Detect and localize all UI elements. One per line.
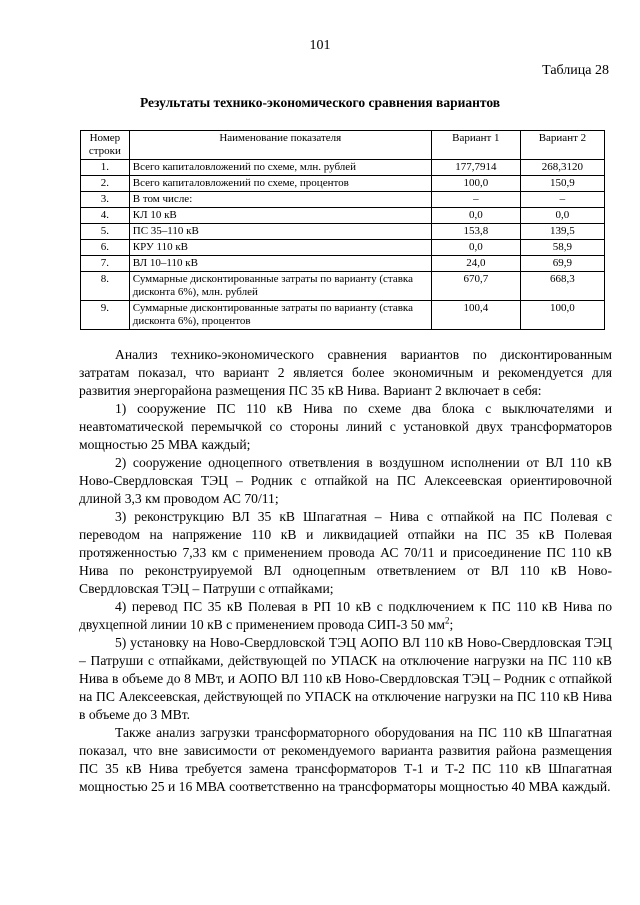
row-variant-2: 268,3120: [520, 160, 604, 176]
row-variant-1: 670,7: [431, 272, 520, 301]
row-number: 2.: [81, 176, 130, 192]
row-name: ПС 35–110 кВ: [129, 224, 431, 240]
row-variant-2: 139,5: [520, 224, 604, 240]
row-variant-2: 150,9: [520, 176, 604, 192]
page-number: 101: [309, 38, 331, 53]
paragraph-conclusion: Также анализ загрузки трансформаторного оборудования на ПС 110 кВ Шпагатная показал, что вне зависимости от рекомендуемого варианта развития района размещения ПС 35 кВ Нива требуется замена трансформаторов Т-1 и Т-2 ПС 110 кВ Шпагатная мощностью 25 и 16 МВА соответственно на трансформаторы мощностью 40 МВА каждый.: [79, 725, 612, 794]
row-number: 1.: [81, 160, 130, 176]
table-row: [81, 272, 605, 301]
results-table: [80, 130, 605, 330]
row-variant-2: 100,0: [520, 301, 604, 330]
row-name: В том числе:: [129, 192, 431, 208]
row-name: Всего капиталовложений по схеме, млн. рублей: [129, 160, 431, 176]
row-variant-1: 100,0: [431, 176, 520, 192]
table-row: [81, 176, 605, 192]
header-variant-2: Вариант 2: [520, 131, 604, 160]
row-variant-2: 668,3: [520, 272, 604, 301]
row-number: 4.: [81, 208, 130, 224]
table-row: [81, 301, 605, 330]
row-name: ВЛ 10–110 кВ: [129, 256, 431, 272]
row-variant-2: –: [520, 192, 604, 208]
header-row-number: Номер строки: [81, 131, 130, 160]
body-text: [79, 346, 612, 796]
row-name: КРУ 110 кВ: [129, 240, 431, 256]
row-variant-1: 177,7914: [431, 160, 520, 176]
table-label: Таблица 28: [542, 63, 609, 78]
table-row: [81, 192, 605, 208]
table-row: [81, 160, 605, 176]
row-name: КЛ 10 кВ: [129, 208, 431, 224]
table-row: [81, 256, 605, 272]
row-number: 6.: [81, 240, 130, 256]
row-name: Всего капиталовложений по схеме, процентов: [129, 176, 431, 192]
row-variant-1: 0,0: [431, 240, 520, 256]
superscript-squared: 2: [445, 615, 450, 626]
paragraph-item-5: 5) установку на Ново-Свердловской ТЭЦ АОПО ВЛ 110 кВ Ново-Свердловская ТЭЦ – Патруши с отпайками, действующей по УПАСК на отключение нагрузки на ПС 110 кВ Нива в объеме до 8 МВт, и АОПО ВЛ 110 кВ Ново-Свердловская ТЭЦ – Родник с отпайкой на ПС Алексеевская, действующей по УПАСК на отключение нагрузки на ПС 110 кВ Нива в объеме до 3 МВт.: [79, 635, 612, 722]
row-number: 8.: [81, 272, 130, 301]
table-header-row: [81, 131, 605, 160]
row-variant-2: 69,9: [520, 256, 604, 272]
table-row: [81, 240, 605, 256]
paragraph-item-4-tail: ;: [449, 617, 454, 632]
paragraph-item-4: [79, 598, 612, 634]
row-variant-1: 24,0: [431, 256, 520, 272]
row-variant-1: 0,0: [431, 208, 520, 224]
header-variant-1: Вариант 1: [431, 131, 520, 160]
header-indicator-name: Наименование показателя: [129, 131, 431, 160]
table-title: Результаты технико-экономического сравнения вариантов: [139, 95, 501, 110]
paragraph-item-1: 1) сооружение ПС 110 кВ Нива по схеме два блока с выключателями и неавтоматической перемычкой со стороны линий с установкой двух трансформаторов мощностью 25 МВА каждый;: [79, 401, 612, 452]
paragraph-item-4-text: 4) перевод ПС 35 кВ Полевая в РП 10 кВ с подключением к ПС 110 кВ Нива по двухцепной линии 10 кВ с применением провода СИП-3 50 мм: [79, 599, 612, 632]
paragraph-analysis: Анализ технико-экономического сравнения вариантов по дисконтированным затратам показал, что вариант 2 является более экономичным и рекомендуется для развития энергорайона размещения ПС 35 кВ Нива. Вариант 2 включает в себя:: [79, 347, 612, 398]
row-variant-2: 0,0: [520, 208, 604, 224]
table-row: [81, 208, 605, 224]
row-variant-1: 100,4: [431, 301, 520, 330]
row-number: 9.: [81, 301, 130, 330]
row-number: 3.: [81, 192, 130, 208]
paragraph-item-3: 3) реконструкцию ВЛ 35 кВ Шпагатная – Нива с отпайкой на ПС Полевая с переводом на напряжение 110 кВ и ликвидацией отпайки на ПС 35 кВ Полевая протяженностью 7,33 км с применением провода АС 70/11 и присоединение ПС 110 кВ Нива по реконструируемой ВЛ одноцепным ответвлением от ВЛ 110 кВ Ново-Свердловская ТЭЦ – Патруши с отпайками;: [79, 509, 612, 596]
row-name: Суммарные дисконтированные затраты по варианту (ставка дисконта 6%), млн. рублей: [129, 272, 431, 301]
row-variant-1: –: [431, 192, 520, 208]
paragraph-item-2: 2) сооружение одноцепного ответвления в воздушном исполнении от ВЛ 110 кВ Ново-Свердловская ТЭЦ – Родник с отпайкой на ПС Алексеевская ориентировочной длиной 3,3 км проводом АС 70/11;: [79, 455, 612, 506]
row-name: Суммарные дисконтированные затраты по варианту (ставка дисконта 6%), процентов: [129, 301, 431, 330]
table-row: [81, 224, 605, 240]
row-variant-2: 58,9: [520, 240, 604, 256]
row-variant-1: 153,8: [431, 224, 520, 240]
row-number: 5.: [81, 224, 130, 240]
row-number: 7.: [81, 256, 130, 272]
